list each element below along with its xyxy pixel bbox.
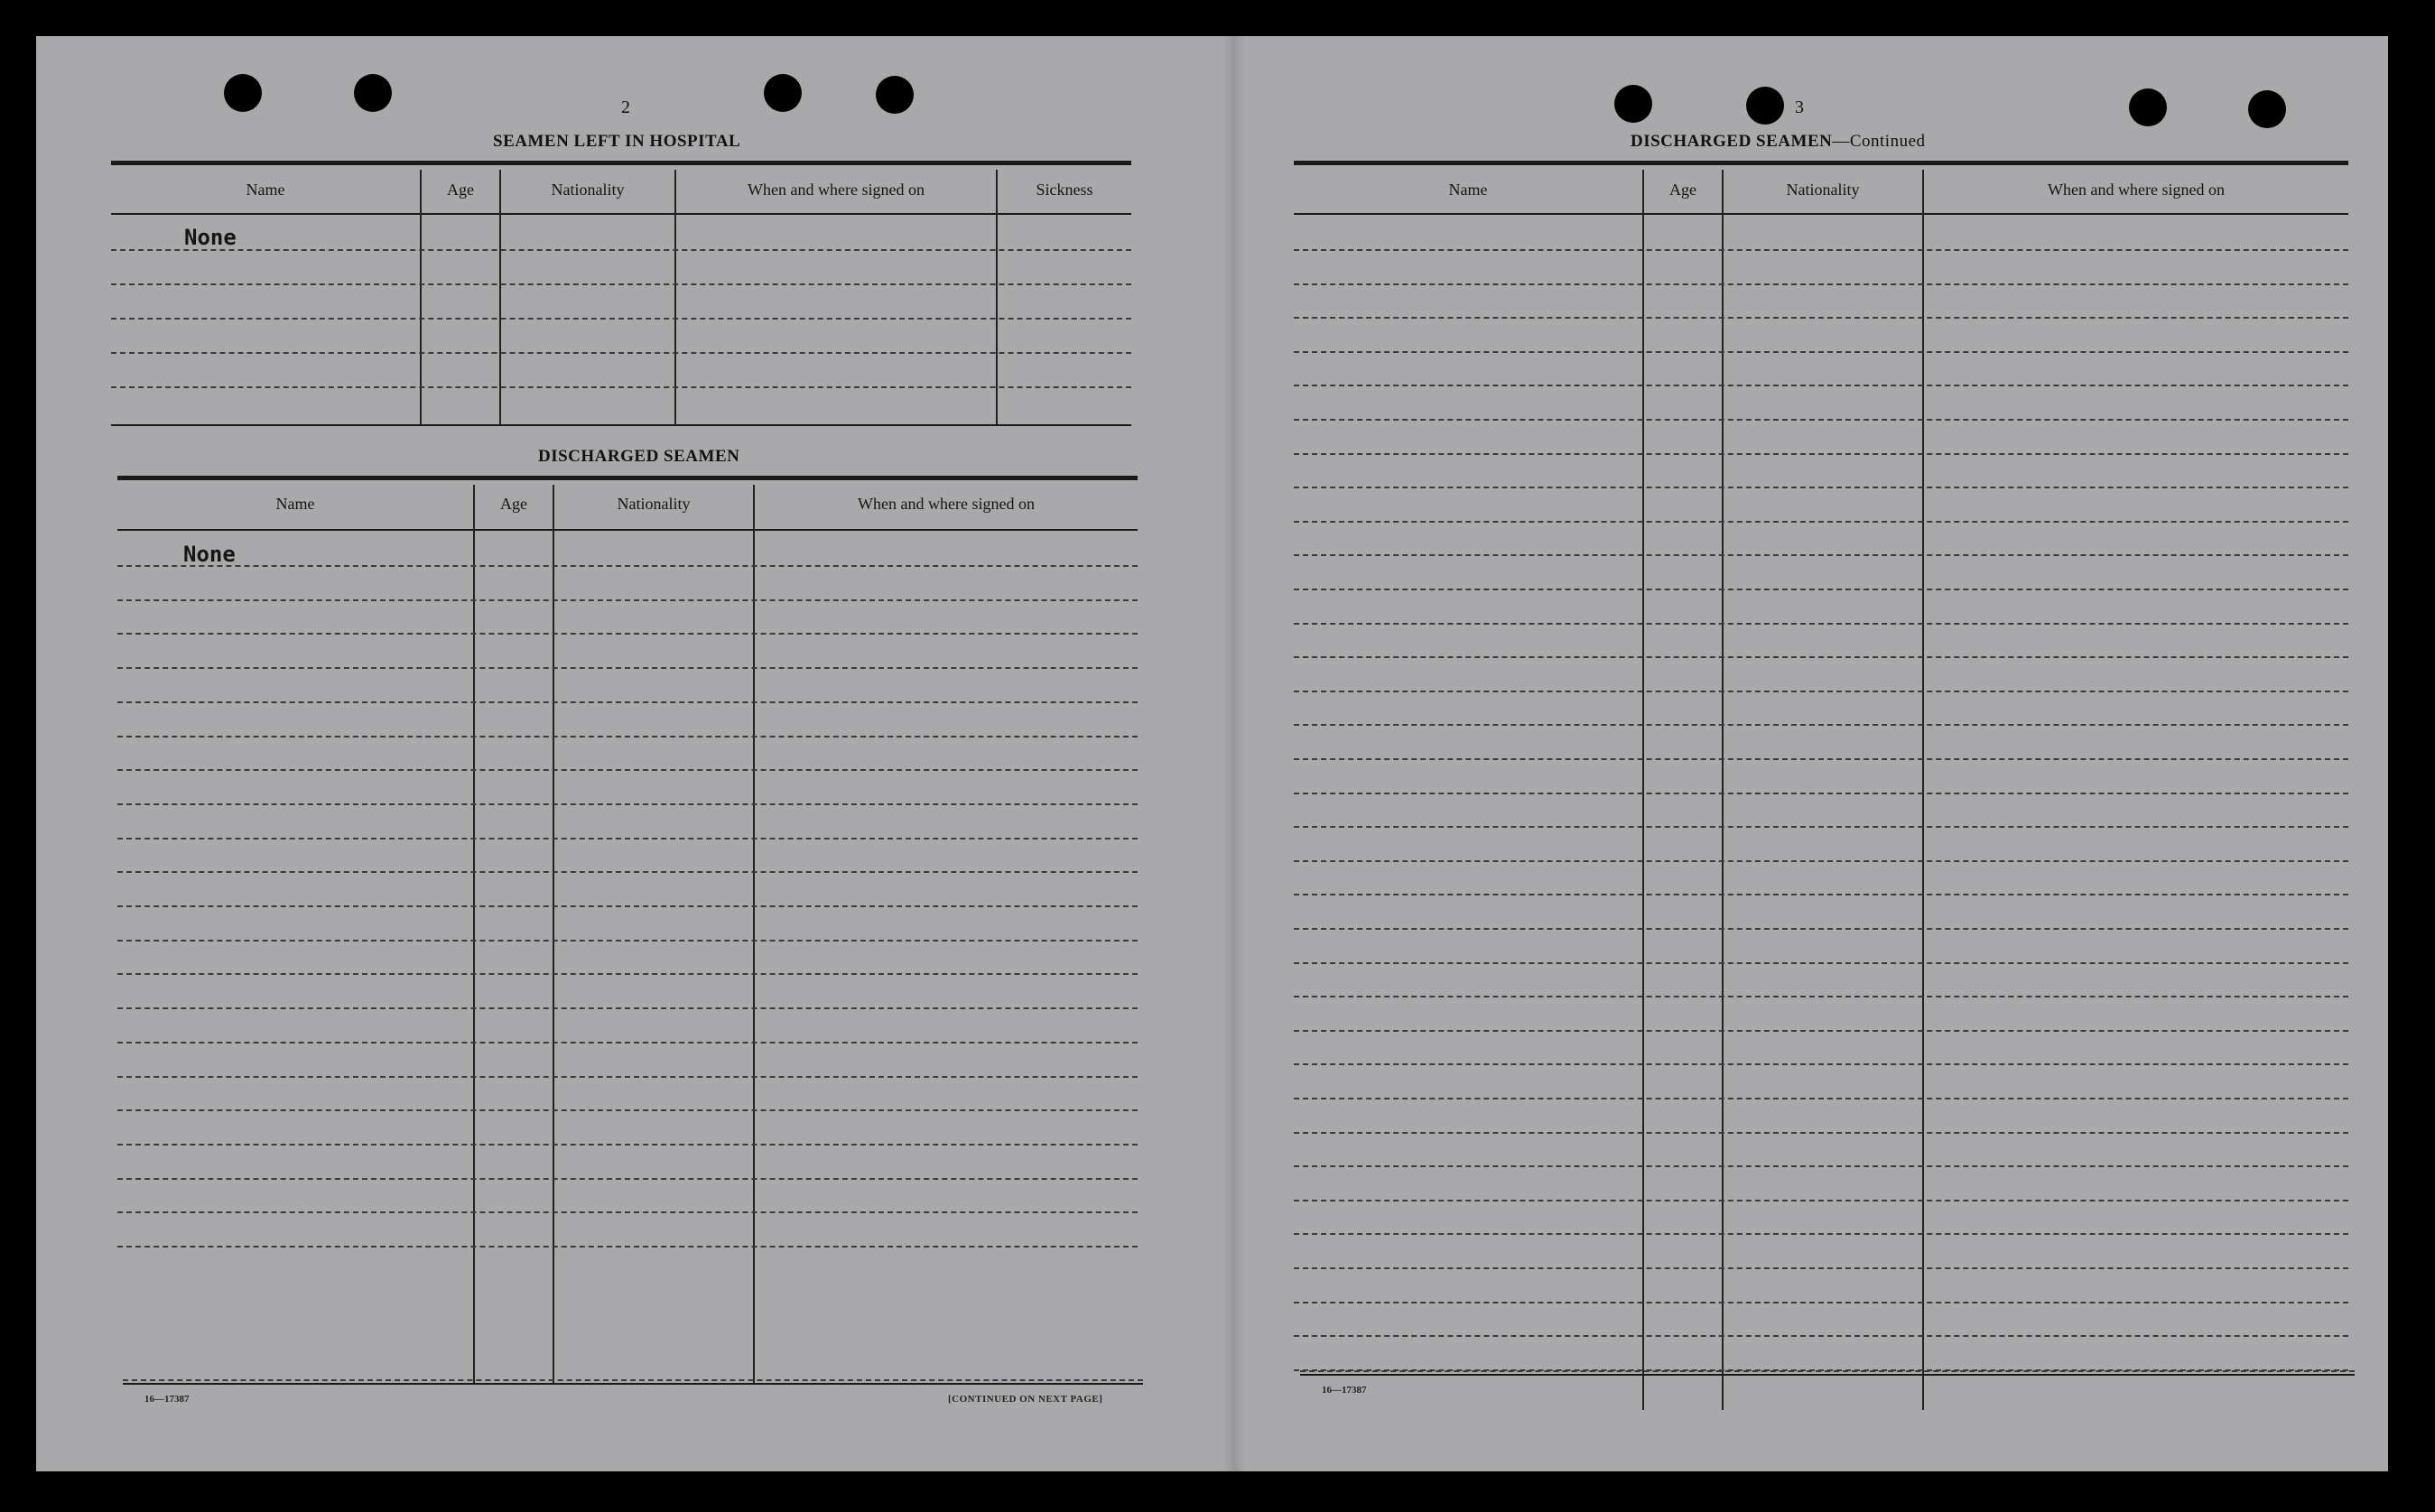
hospital-col-signed-on: When and where signed on [748,181,925,199]
ruled-line [1294,724,2348,726]
ruled-line [117,667,1138,669]
punch-hole [764,74,802,112]
punch-hole [2129,88,2167,126]
ruled-line [1294,656,2348,658]
discharged-bottom-rule [123,1383,1143,1385]
ruled-line [111,249,1131,251]
hospital-section-title: SEAMEN LEFT IN HOSPITAL [493,132,741,151]
ruled-line [1294,962,2348,964]
ruled-line [1294,317,2348,319]
right-bottom-rule [1300,1374,2355,1376]
right-top-rule [1294,161,2348,165]
ruled-line [1294,385,2348,386]
hospital-entry: None [184,225,237,250]
discharged-col-divider [473,485,475,1384]
hospital-col-sickness: Sickness [1036,181,1093,199]
right-col-divider [1722,170,1724,1410]
ruled-line [1294,487,2348,488]
discharged-header-rule [117,529,1138,531]
ruled-line [1294,1335,2348,1337]
punch-hole [2248,90,2286,128]
ruled-line [117,1246,1138,1248]
ruled-line [117,1076,1138,1078]
ruled-line [117,1211,1138,1213]
discharged-bottom-dash [123,1379,1143,1381]
right-bottom-dash [1300,1370,2355,1372]
hospital-header-rule [111,213,1131,215]
punch-hole [354,74,392,112]
ruled-line [1294,1132,2348,1134]
hospital-col-nationality: Nationality [551,181,625,199]
ruled-line [117,769,1138,771]
ruled-line [1294,351,2348,353]
discharged-section-title: DISCHARGED SEAMEN [538,447,740,466]
ruled-line [1294,453,2348,455]
ruled-line [1294,1233,2348,1235]
punch-hole [1614,85,1652,123]
right-col-name: Name [1448,181,1488,199]
ruled-line [1294,1302,2348,1303]
page-number-right: 3 [1795,97,1804,117]
right-col-signed-on: When and where signed on [2048,181,2225,199]
right-col-divider [1922,170,1924,1410]
right-col-nationality: Nationality [1786,181,1860,199]
hospital-top-rule [111,161,1131,165]
right-col-age: Age [1669,181,1696,199]
ruled-line [117,1144,1138,1146]
continued-note: [CONTINUED ON NEXT PAGE] [948,1394,1103,1405]
continued-section-title [1631,132,1926,152]
ruled-line [1294,996,2348,997]
ruled-line [117,599,1138,601]
hospital-col-name: Name [246,181,285,199]
ruled-line [117,1042,1138,1044]
ruled-line [1294,1063,2348,1065]
discharged-col-divider [553,485,554,1384]
discharged-col-signed-on: When and where signed on [858,495,1035,513]
ruled-line [1294,554,2348,556]
ruled-line [1294,1098,2348,1099]
punch-hole [876,76,914,114]
ruled-line [111,386,1131,388]
continued-section-title-text: DISCHARGED SEAMEN [1631,132,1833,151]
ruled-line [1294,1165,2348,1167]
ruled-line [1294,894,2348,895]
discharged-col-name: Name [275,495,315,513]
discharged-col-divider [753,485,755,1384]
ruled-line [1294,589,2348,590]
ruled-line [1294,758,2348,760]
hospital-col-age: Age [447,181,474,199]
form-number-right: 16—17387 [1322,1385,1367,1396]
manifest-sheet [36,36,2388,1471]
ruled-line [1294,283,2348,285]
ruled-line [1294,826,2348,828]
ruled-line [117,803,1138,805]
ruled-line [117,633,1138,635]
ruled-line [117,565,1138,567]
ruled-line [1294,928,2348,930]
ruled-line [117,701,1138,703]
ruled-line [117,1178,1138,1180]
ruled-line [117,905,1138,907]
ruled-line [1294,860,2348,862]
ruled-line [1294,691,2348,692]
ruled-line [111,318,1131,320]
hospital-bottom-rule [111,424,1131,426]
form-number-left: 16—17387 [144,1394,190,1405]
punch-hole [224,74,262,112]
ruled-line [117,871,1138,873]
ruled-line [1294,1030,2348,1032]
right-col-divider [1642,170,1644,1410]
ruled-line [1294,623,2348,625]
ruled-line [117,736,1138,737]
ruled-line [1294,1267,2348,1269]
ruled-line [1294,793,2348,794]
ruled-line [1294,521,2348,523]
right-header-rule [1294,213,2348,215]
discharged-entry: None [183,542,236,567]
ruled-line [117,1007,1138,1009]
ruled-line [111,283,1131,285]
ruled-line [117,940,1138,942]
discharged-col-age: Age [500,495,527,513]
ruled-line [1294,419,2348,421]
discharged-col-nationality: Nationality [617,495,691,513]
discharged-top-rule [117,476,1138,480]
page-number-left: 2 [621,97,630,117]
ruled-line [1294,249,2348,251]
punch-hole [1746,87,1784,125]
ruled-line [1294,1200,2348,1201]
ruled-line [117,838,1138,839]
ruled-line [111,352,1131,354]
ruled-line [117,1109,1138,1111]
continued-section-title-suffix: —Continued [1832,132,1926,151]
page-fold [1223,36,1245,1471]
ruled-line [117,973,1138,975]
